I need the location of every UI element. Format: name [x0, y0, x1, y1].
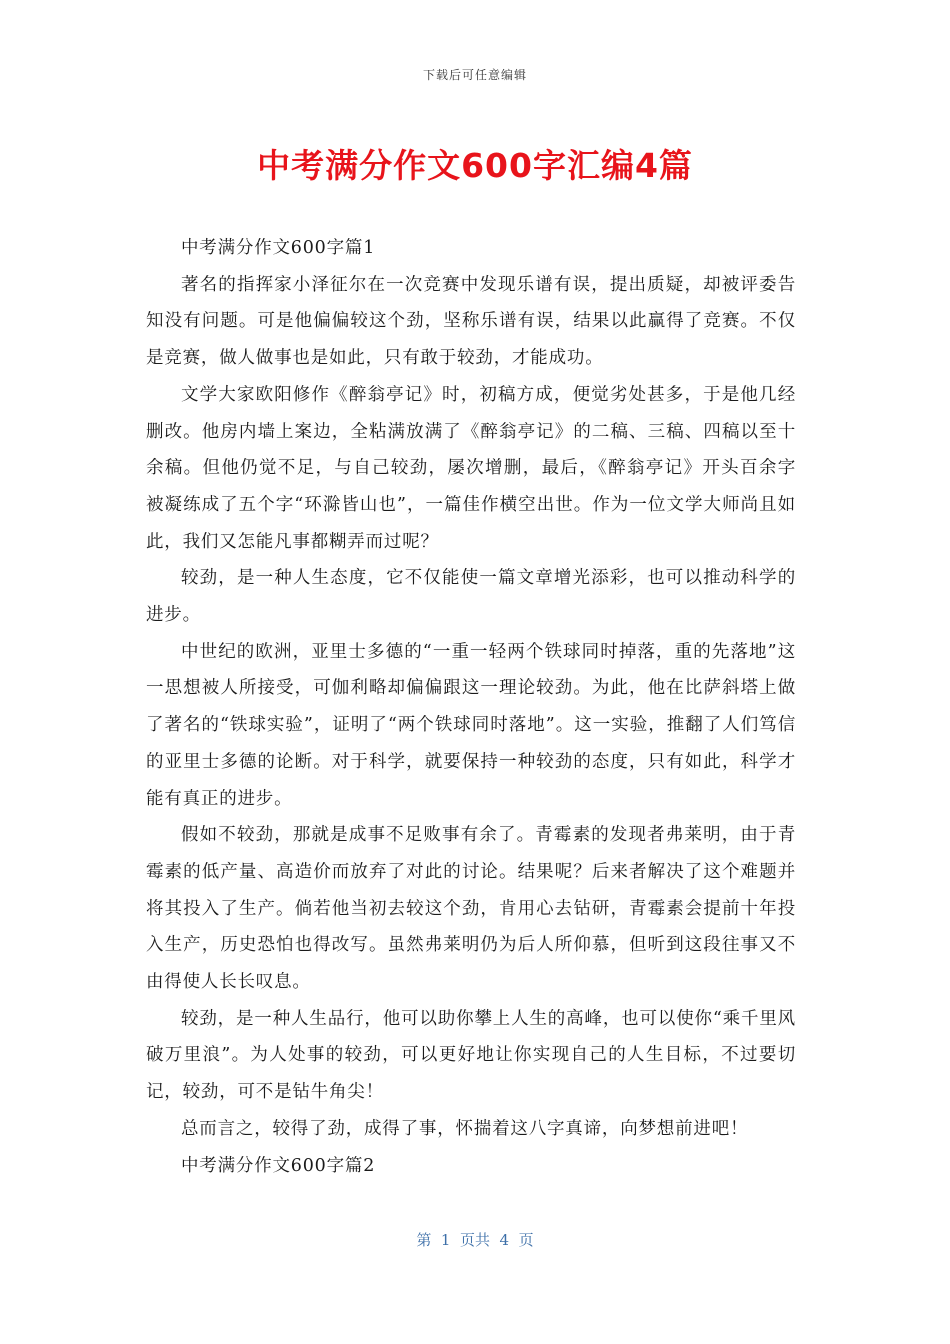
paragraph: 总而言之，较得了劲，成得了事，怀揣着这八字真谛，向梦想前进吧！ [181, 1118, 749, 1139]
page-footer: 第 1 页共 4 页 [416, 1231, 534, 1249]
paragraph: 较劲，是一种人生品行，他可以助你攀上人生的高峰，也可以使你“乘千里风破万里浪”。为人处事的较劲，可以更好地让你实现自己的人生目标，不过要切记，较劲，可不是钻牛角尖！ [146, 1008, 796, 1103]
document-title: 中考满分作文600字汇编4篇 [257, 146, 693, 185]
paragraph: 较劲，是一种人生态度，它不仅能使一篇文章增光添彩，也可以推动科学的进步。 [146, 568, 796, 626]
section-heading-1: 中考满分作文600字篇1 [181, 238, 376, 258]
header-note: 下载后可任意编辑 [422, 68, 527, 82]
paragraph: 中世纪的欧洲，亚里士多德的“一重一轻两个铁球同时掉落，重的先落地”这一思想被人所接受，可伽利略却偏偏跟这一理论较劲。为此，他在比萨斜塔上做了著名的“铁球实验”，证明了“两个铁球同时落地”。这一实验，推翻了人们笃信的亚里士多德的论断。对于科学，就要保持一种较劲的态度，只有如此，科学才能有真正的进步。 [146, 641, 796, 809]
section-heading-2: 中考满分作文600字篇2 [181, 1155, 376, 1176]
paragraph: 文学大家欧阳修作《醉翁亭记》时，初稿方成，便觉劣处甚多，于是他几经删改。他房内墙上案边，全粘满放满了《醉翁亭记》的二稿、三稿、四稿以至十余稿。但他仍觉不足，与自己较劲，屡次增删，最后，《醉翁亭记》开头百余字被凝练成了五个字“环滁皆山也”，一篇佳作横空出世。作为一位文学大师尚且如此，我们又怎能凡事都糊弄而过呢？ [146, 384, 796, 552]
paragraph: 著名的指挥家小泽征尔在一次竞赛中发现乐谱有误，提出质疑，却被评委告知没有问题。可是他偏偏较这个劲，坚称乐谱有误，结果以此赢得了竞赛。不仅是竞赛，做人做事也是如此，只有敢于较劲，才能成功。 [146, 274, 796, 369]
paragraph: 假如不较劲，那就是成事不足败事有余了。青霉素的发现者弗莱明，由于青霉素的低产量、高造价而放弃了对此的讨论。结果呢？后来者解决了这个难题并将其投入了生产。倘若他当初去较这个劲，肯用心去钻研，青霉素会提前十年投入生产，历史恐怕也得改写。虽然弗莱明仍为后人所仰慕，但听到这段往事又不由得使人长长叹息。 [146, 825, 796, 993]
document-body [146, 230, 796, 1184]
